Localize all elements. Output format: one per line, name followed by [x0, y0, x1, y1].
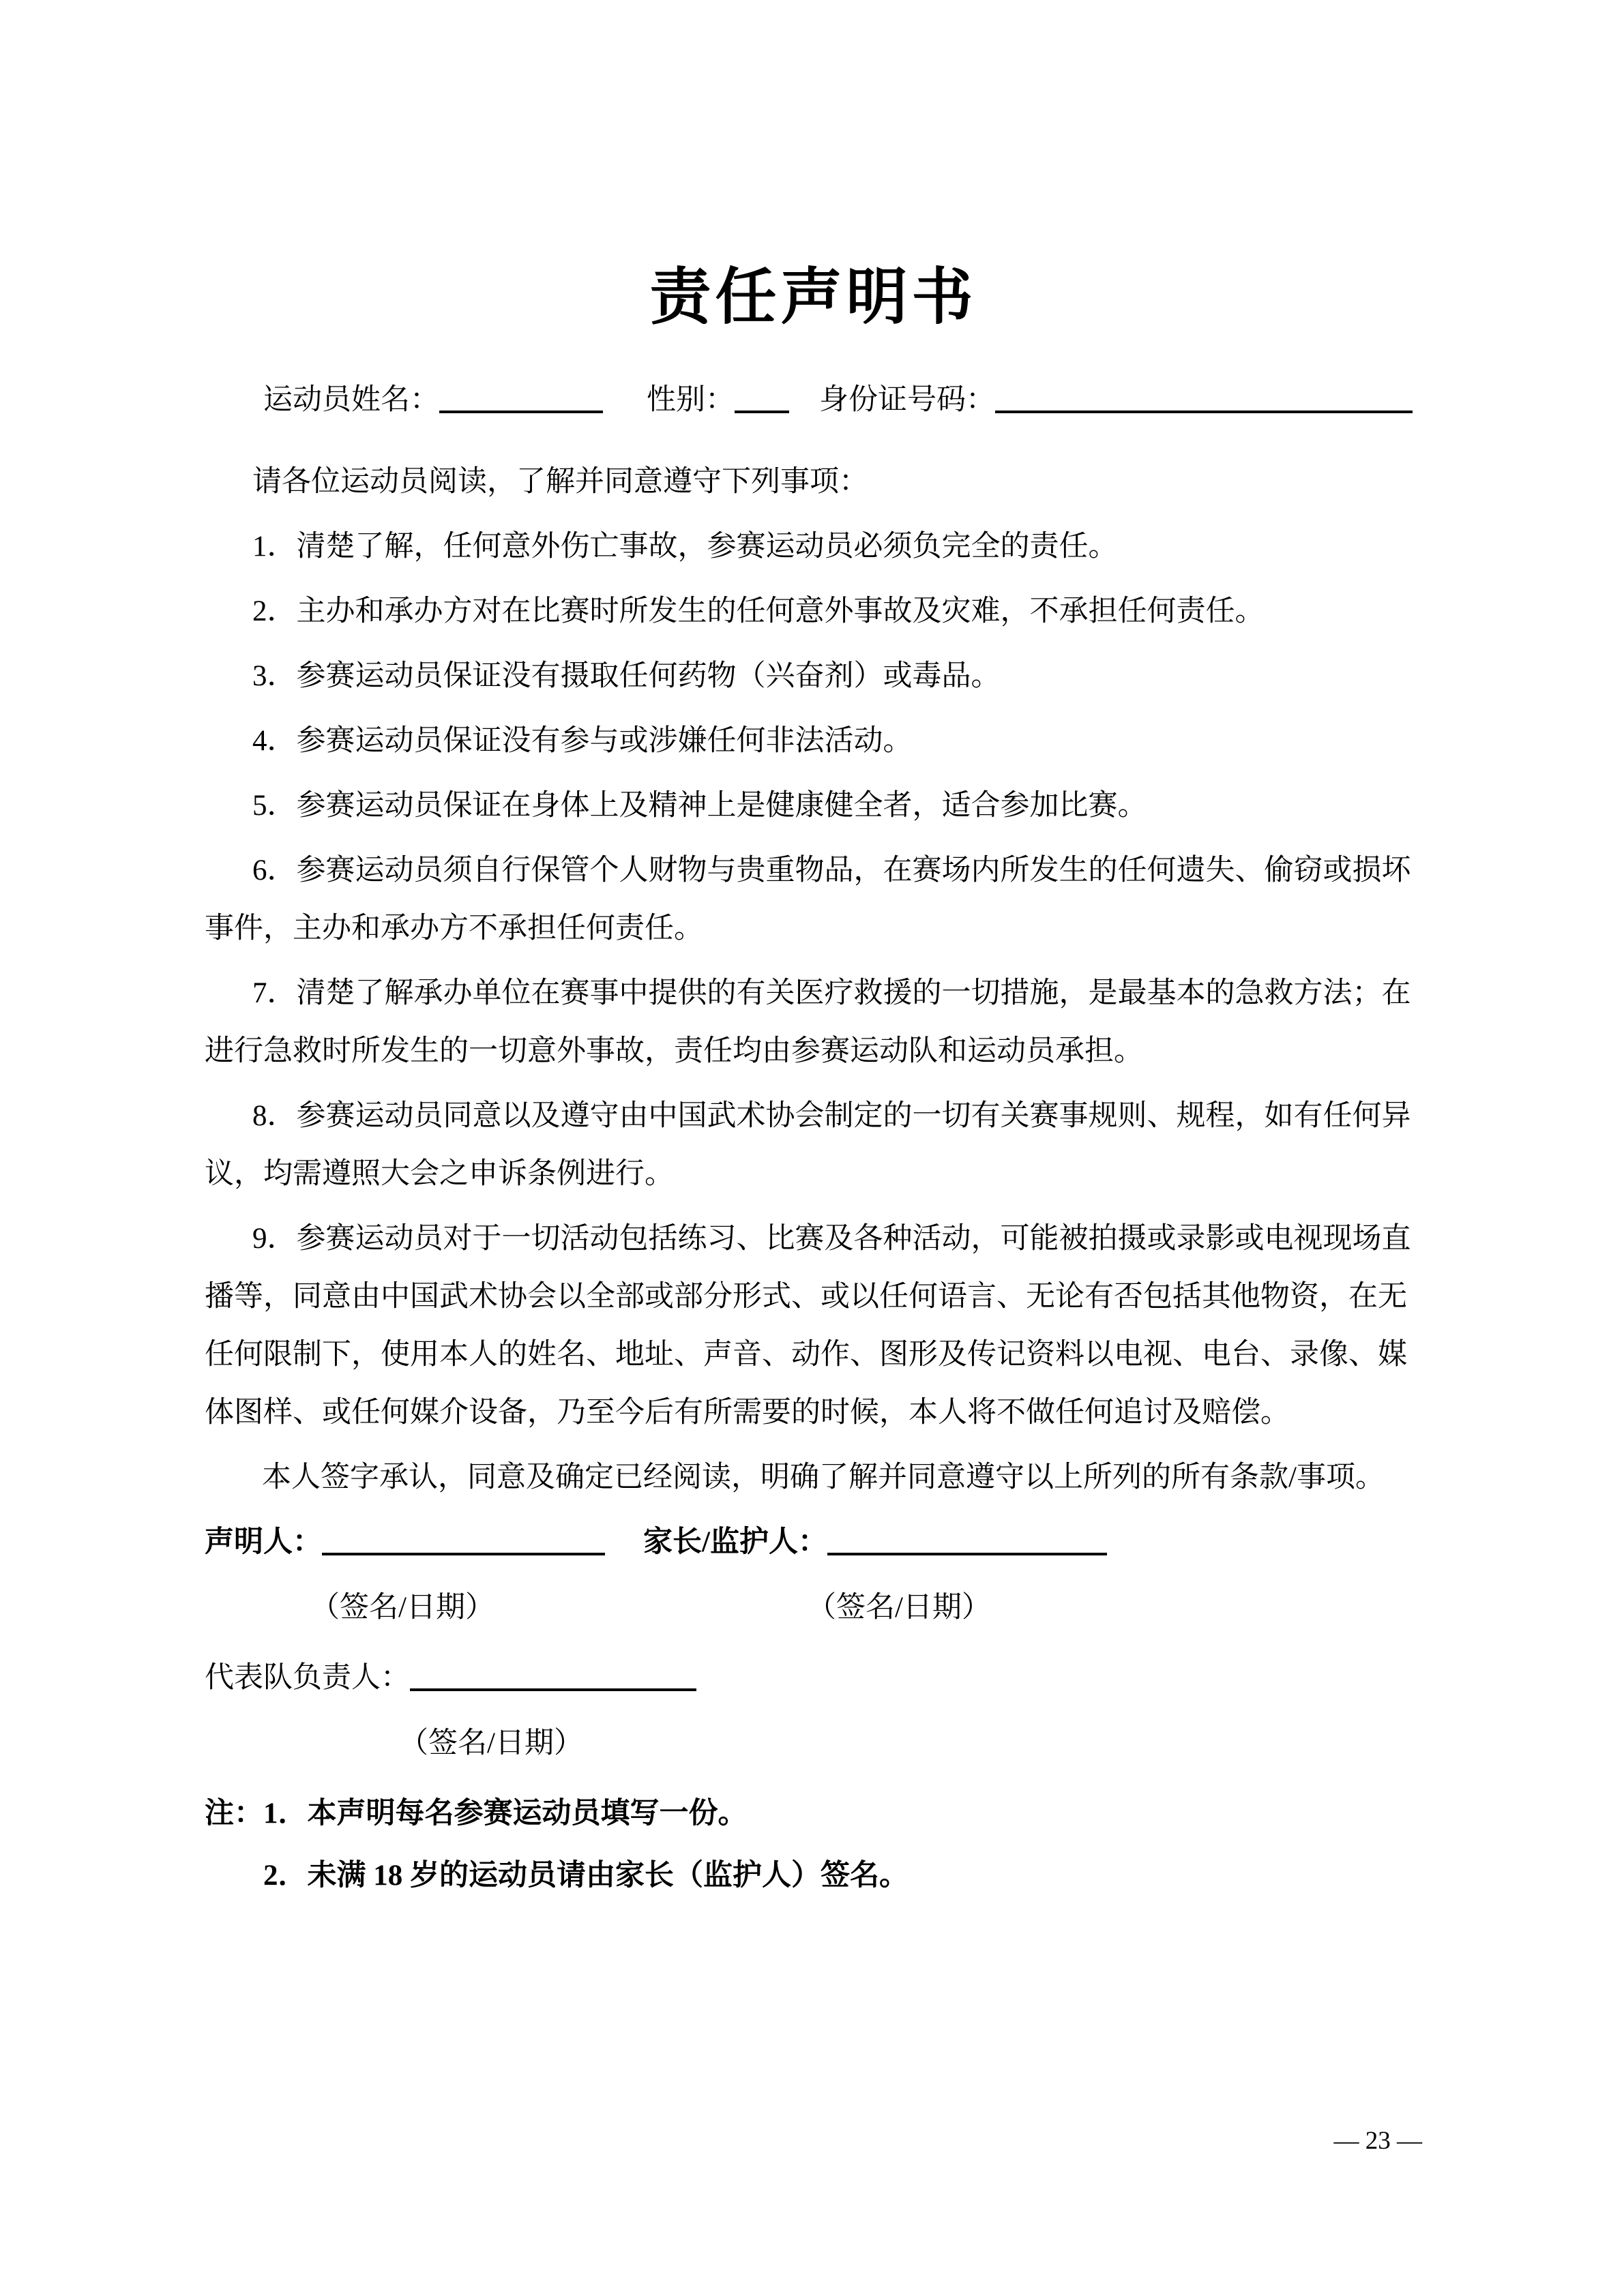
clause-6: 6．参赛运动员须自行保管个人财物与贵重物品，在赛场内所发生的任何遗失、偷窃或损坏事件，主办和承办方不承担任何责任。 [205, 854, 1411, 944]
closing-text: 本人签字承认，同意及确定已经阅读，明确了解并同意遵守以上所列的所有条款/事项。 [262, 1461, 1385, 1493]
team-leader-signature-blank [410, 1682, 696, 1691]
note-2: 2．未满 18 岁的运动员请由家长（监护人）签名。 [263, 1860, 909, 1892]
gender-label: 性别： [647, 384, 735, 416]
clause-2: 2．主办和承办方对在比赛时所发生的任何意外事故及灾难，不承担任何责任。 [252, 595, 1265, 627]
clause-9: 9．参赛运动员对于一切活动包括练习、比赛及各种活动，可能被拍摄或录影或电视现场直播等，同意由中国武术协会以全部或部分形式、或以任何语言、无论有否包括其他物资，在无任何限制下，使用本人的姓名、地址、声音、动作、图形及传记资料以电视、电台、录像、媒体图样、或任何媒介设备，乃至今后有所需要的时候，本人将不做任何追讨及赔偿。 [205, 1223, 1411, 1429]
athlete-name-blank [439, 404, 603, 413]
note-1: 注：1．本声明每名参赛运动员填写一份。 [205, 1798, 748, 1830]
declarant-signature-blank [322, 1546, 605, 1555]
team-leader-sign-date-hint: （签名/日期） [399, 1727, 583, 1759]
page-number: — 23 — [1333, 2127, 1422, 2155]
guardian-sign-date-hint: （签名/日期） [806, 1592, 991, 1624]
athlete-info-line [205, 379, 1422, 421]
team-leader-signature-row [205, 1649, 1422, 1707]
team-leader-hint-row [205, 1716, 1422, 1771]
intro-text: 请各位运动员阅读，了解并同意遵守下列事项： [252, 466, 868, 498]
declarant-signature-row [205, 1513, 1422, 1571]
athlete-name-label: 运动员姓名： [263, 384, 439, 416]
clause-5: 5．参赛运动员保证在身体上及精神上是健康健全者，适合参加比赛。 [252, 790, 1147, 822]
gender-blank [735, 404, 789, 413]
page-title: 责任声明书 [649, 264, 977, 331]
clause-7: 7．清楚了解承办单位在赛事中提供的有关医疗救援的一切措施，是最基本的急救方法；在进行急救时所发生的一切意外事故，责任均由参赛运动队和运动员承担。 [205, 977, 1411, 1067]
declarant-sign-date-hint: （签名/日期） [310, 1592, 494, 1624]
declarant-label: 声明人： [205, 1526, 322, 1558]
id-number-label: 身份证号码： [819, 384, 995, 416]
clause-4: 4．参赛运动员保证没有参与或涉嫌任何非法活动。 [252, 725, 913, 757]
guardian-signature-blank [827, 1546, 1107, 1555]
guardian-label: 家长/监护人： [643, 1526, 827, 1558]
team-leader-label: 代表队负责人： [205, 1662, 410, 1694]
clause-3: 3．参赛运动员保证没有摄取任何药物（兴奋剂）或毒品。 [252, 660, 1001, 692]
clause-1: 1．清楚了解，任何意外伤亡事故，参赛运动员必须负完全的责任。 [252, 531, 1118, 563]
id-number-blank [995, 404, 1413, 413]
clause-8: 8．参赛运动员同意以及遵守由中国武术协会制定的一切有关赛事规则、规程，如有任何异议，均需遵照大会之申诉条例进行。 [205, 1100, 1411, 1190]
sign-date-hint-row [205, 1581, 1422, 1635]
